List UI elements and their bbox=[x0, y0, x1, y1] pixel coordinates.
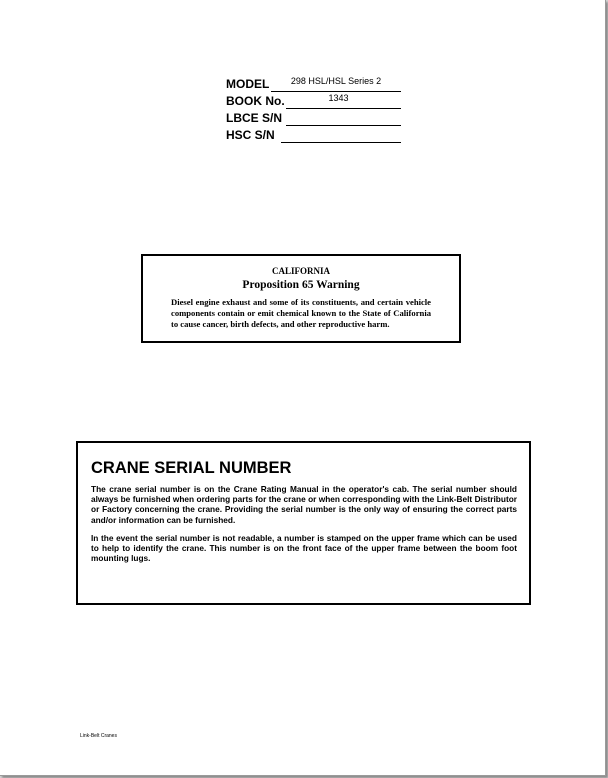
prop65-title: Proposition 65 Warning bbox=[242, 279, 360, 291]
model-value: 298 HSL/HSL Series 2 bbox=[290, 76, 382, 86]
lbce-sn-underline bbox=[286, 125, 401, 126]
prop65-state: CALIFORNIA bbox=[271, 266, 330, 276]
book-underline bbox=[286, 108, 401, 109]
crane-serial-title: CRANE SERIAL NUMBER bbox=[91, 459, 292, 477]
prop65-body: Diesel engine exhaust and some of its constituents, and certain vehicle components contain or emit chemical known to the State of California to cause cancer, birth defects, and other reproductive harm. bbox=[171, 297, 431, 329]
model-label: MODEL bbox=[226, 77, 270, 91]
crane-serial-box bbox=[76, 441, 531, 605]
hsc-sn-underline bbox=[281, 142, 401, 143]
book-value: 1343 bbox=[328, 93, 349, 103]
book-label: BOOK No. bbox=[226, 94, 285, 108]
footer-text: Link-Belt Cranes bbox=[80, 733, 117, 739]
prop65-warning-box bbox=[141, 254, 461, 343]
crane-serial-paragraph-1: The crane serial number is on the Crane Rating Manual in the operator's cab. The serial number should always be furnished when ordering parts for the crane or when corresponding with the Link-Belt Distributor or Factory concerning the crane. Providing the serial number is the only way of ensuring the correct parts and/or information can be furnished. bbox=[91, 484, 517, 525]
crane-serial-paragraph-2: In the event the serial number is not readable, a number is stamped on the upper frame which can be used to help to identify the crane. This number is on the front face of the upper frame between the boom foot mounting lugs. bbox=[91, 533, 517, 564]
hsc-sn-label: HSC S/N bbox=[226, 128, 275, 142]
lbce-sn-label: LBCE S/N bbox=[226, 111, 283, 125]
model-underline bbox=[271, 91, 401, 92]
